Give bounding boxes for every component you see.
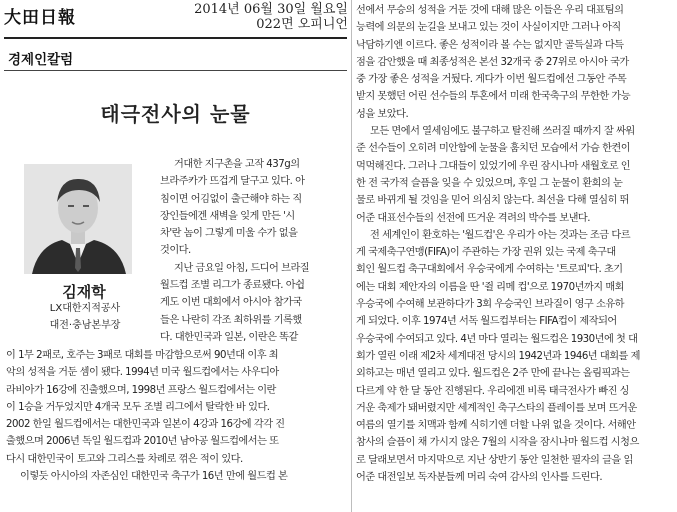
author-portrait-icon: [24, 164, 132, 274]
text-line: 점을 감안했을 때 최종성적은 본선 32개국 중 27위로 아시아 국가: [356, 56, 629, 68]
text-line: 중 가장 좋은 성적을 거뒀다. 게다가 이번 월드컵에선 그동안 주목: [356, 74, 627, 86]
author-affiliation: [20, 300, 150, 334]
text-line: 낙담하기엔 이르다. 좋은 성적이라 볼 수는 없지만 골득실과 다득: [356, 39, 624, 51]
dateline: [186, 2, 348, 32]
author-photo: [24, 164, 132, 274]
text-line: 회인 월드컵 축구대회에서 우승국에게 수여하는 '트로피'다. 초기: [356, 264, 623, 276]
section-title: 경제인칼럼: [8, 52, 74, 68]
text-line: 악의 성적을 거둔 셈이 됐다. 1994년 미국 월드컵에서는 사우디아: [6, 367, 279, 379]
text-line: 2002 한일 월드컵에서는 대한민국과 일본이 4강과 16강에 각각 진: [6, 419, 285, 431]
text-line: 외하고는 매년 열리고 있다. 월드컵은 2주 만에 끝나는 올림픽과는: [356, 368, 630, 380]
text-line: 이 1무 2패로, 호주는 3패로 대회를 마감함으로써 90년대 이후 최: [6, 350, 279, 361]
text-line: 침이면 어김없이 출근해야 하는 직: [160, 193, 302, 205]
text-line: 출했으며 2006년 독일 월드컵과 2010년 남아공 월드컵에서는 또: [6, 436, 279, 448]
text-line: 에는 대회 제안자의 이름을 딴 '쥘 리메 컵'으로 1970년까지 매회: [356, 281, 625, 293]
newspaper-masthead: 大田日報: [4, 8, 76, 28]
text-line: 어준 대표선수들의 선전에 뜨거운 격려의 박수를 보낸다.: [356, 212, 591, 224]
text-line: 다시 대한민국이 토고와 그리스를 차례로 꺾은 적이 있다.: [6, 453, 243, 465]
author-affiliation-org: LX대한지적공사: [49, 303, 121, 314]
text-line: 받지 못했던 어린 선수들의 투혼에서 미래 한국축구의 무한한 가능: [356, 91, 631, 103]
dateline-date: 2014년 06월 30일 월요일: [194, 2, 348, 17]
text-line: 어준 대전일보 독자분들께 머리 숙여 감사의 인사를 드린다.: [356, 472, 603, 484]
text-line: 다르게 약 한 달 동안 진행된다. 우리에겐 비록 태극전사가 빠진 싱: [356, 385, 629, 397]
text-line: 들은 나란히 각조 최하위를 기록했: [160, 314, 302, 326]
text-line: 여름의 열기를 치맥과 함께 식히기엔 더할 나위 없을 것이다. 서해안: [356, 420, 636, 432]
text-line: 이 1승을 거두었지만 4개국 모두 조별 리그에서 탈락한 바 있다.: [6, 401, 270, 413]
text-line: 물로 바뀌게 될 것임을 믿어 의심치 않는다. 최선을 다해 열심히 뛰: [356, 195, 629, 207]
text-line: 브라주카가 뜨겁게 달구고 있다. 아: [160, 176, 305, 188]
text-line: 게 국제축구연맹(FIFA)이 주관하는 가장 권위 있는 국제 축구대: [356, 247, 616, 259]
text-line: 능력에 의문의 눈길을 보내고 있는 것이 사실이지만 그러나 아직: [356, 22, 621, 34]
text-line: 다. 대한민국과 일본, 이란은 똑같: [160, 331, 298, 343]
text-line: 월드컵 조별 리그가 종료됐다. 아쉽: [160, 280, 305, 292]
text-line: 로 달래보면서 마지막으로 지난 상반기 동안 일천한 필자의 글을 읽: [356, 454, 633, 466]
article-headline: 태극전사의 눈물: [100, 102, 251, 126]
dateline-page: 022면 오피니언: [256, 17, 348, 32]
text-line: 장인들에겐 새벽을 잊게 만든 '시: [160, 210, 295, 222]
top-rule: [4, 37, 347, 39]
text-line: 우승국에 수여해 보관하다가 3회 우승국인 브라질이 영구 소유하: [356, 299, 625, 311]
author-name: 김재학: [62, 283, 106, 301]
text-line: 한 전 국가적 슬픔을 잊을 수 있었으며, 후일 그 눈물이 환희의 눈: [356, 177, 623, 189]
text-line: 거운 축제가 돼버렸지만 세계적인 축구스타의 플레이를 보며 뜨거운: [356, 402, 637, 414]
section-rule: [4, 70, 347, 71]
text-line: 것이다.: [160, 245, 191, 257]
article-column-right: [356, 2, 674, 486]
text-line: 차'란 놈이 그렇게 미울 수가 없을: [160, 228, 298, 240]
text-line: 라비아가 16강에 진출했으며, 1998년 프랑스 월드컵에서는 이란: [6, 384, 276, 396]
text-line: 거대한 지구촌을 고작 437g의: [174, 159, 300, 170]
text-line: 성을 보았다.: [356, 108, 409, 120]
text-line: 모든 면에서 열세임에도 불구하고 탈진해 쓰러질 때까지 잘 싸워: [370, 126, 635, 138]
text-line: 참사의 슬픔이 채 가시지 않은 7월의 시작을 잠시나마 월드컵 시청으: [356, 437, 639, 449]
author-affiliation-title: 대전·충남본부장: [49, 320, 121, 331]
text-line: 준 선수들이 오히려 미안함에 눈물을 훔치던 모습에서 가슴 한켠이: [356, 143, 631, 155]
text-line: 게 되었다. 이후 1974년 서독 월드컵부터는 FIFA컵이 제작되어: [356, 316, 617, 328]
text-line: 이렇듯 아시아의 자존심인 대한민국 축구가 16년 만에 월드컵 본: [20, 471, 288, 483]
article-column-bottom: [6, 347, 348, 485]
article-column-left: [160, 156, 348, 346]
text-line: 전 세계인이 환호하는 '월드컵'은 우리가 아는 것과는 조금 다르: [370, 229, 631, 241]
text-line: 게도 이번 대회에서 아시아 참가국: [160, 297, 302, 309]
column-divider: [351, 0, 352, 512]
text-line: 선에서 무승의 성적을 거둔 것에 대해 많은 이들은 우리 대표팀의: [356, 5, 624, 16]
text-line: 회가 열린 이래 제2차 세계대전 당시의 1942년과 1946년 대회를 제: [356, 350, 640, 362]
text-line: 먹먹해진다. 그러나 그대들이 있었기에 우린 잠시나마 새월호로 인: [356, 160, 631, 172]
text-line: 지난 금요일 아침, 드디어 브라질: [174, 262, 310, 274]
text-line: 우승국에 수여되고 있다. 4년 마다 열리는 월드컵은 1930년에 첫 대: [356, 333, 638, 345]
